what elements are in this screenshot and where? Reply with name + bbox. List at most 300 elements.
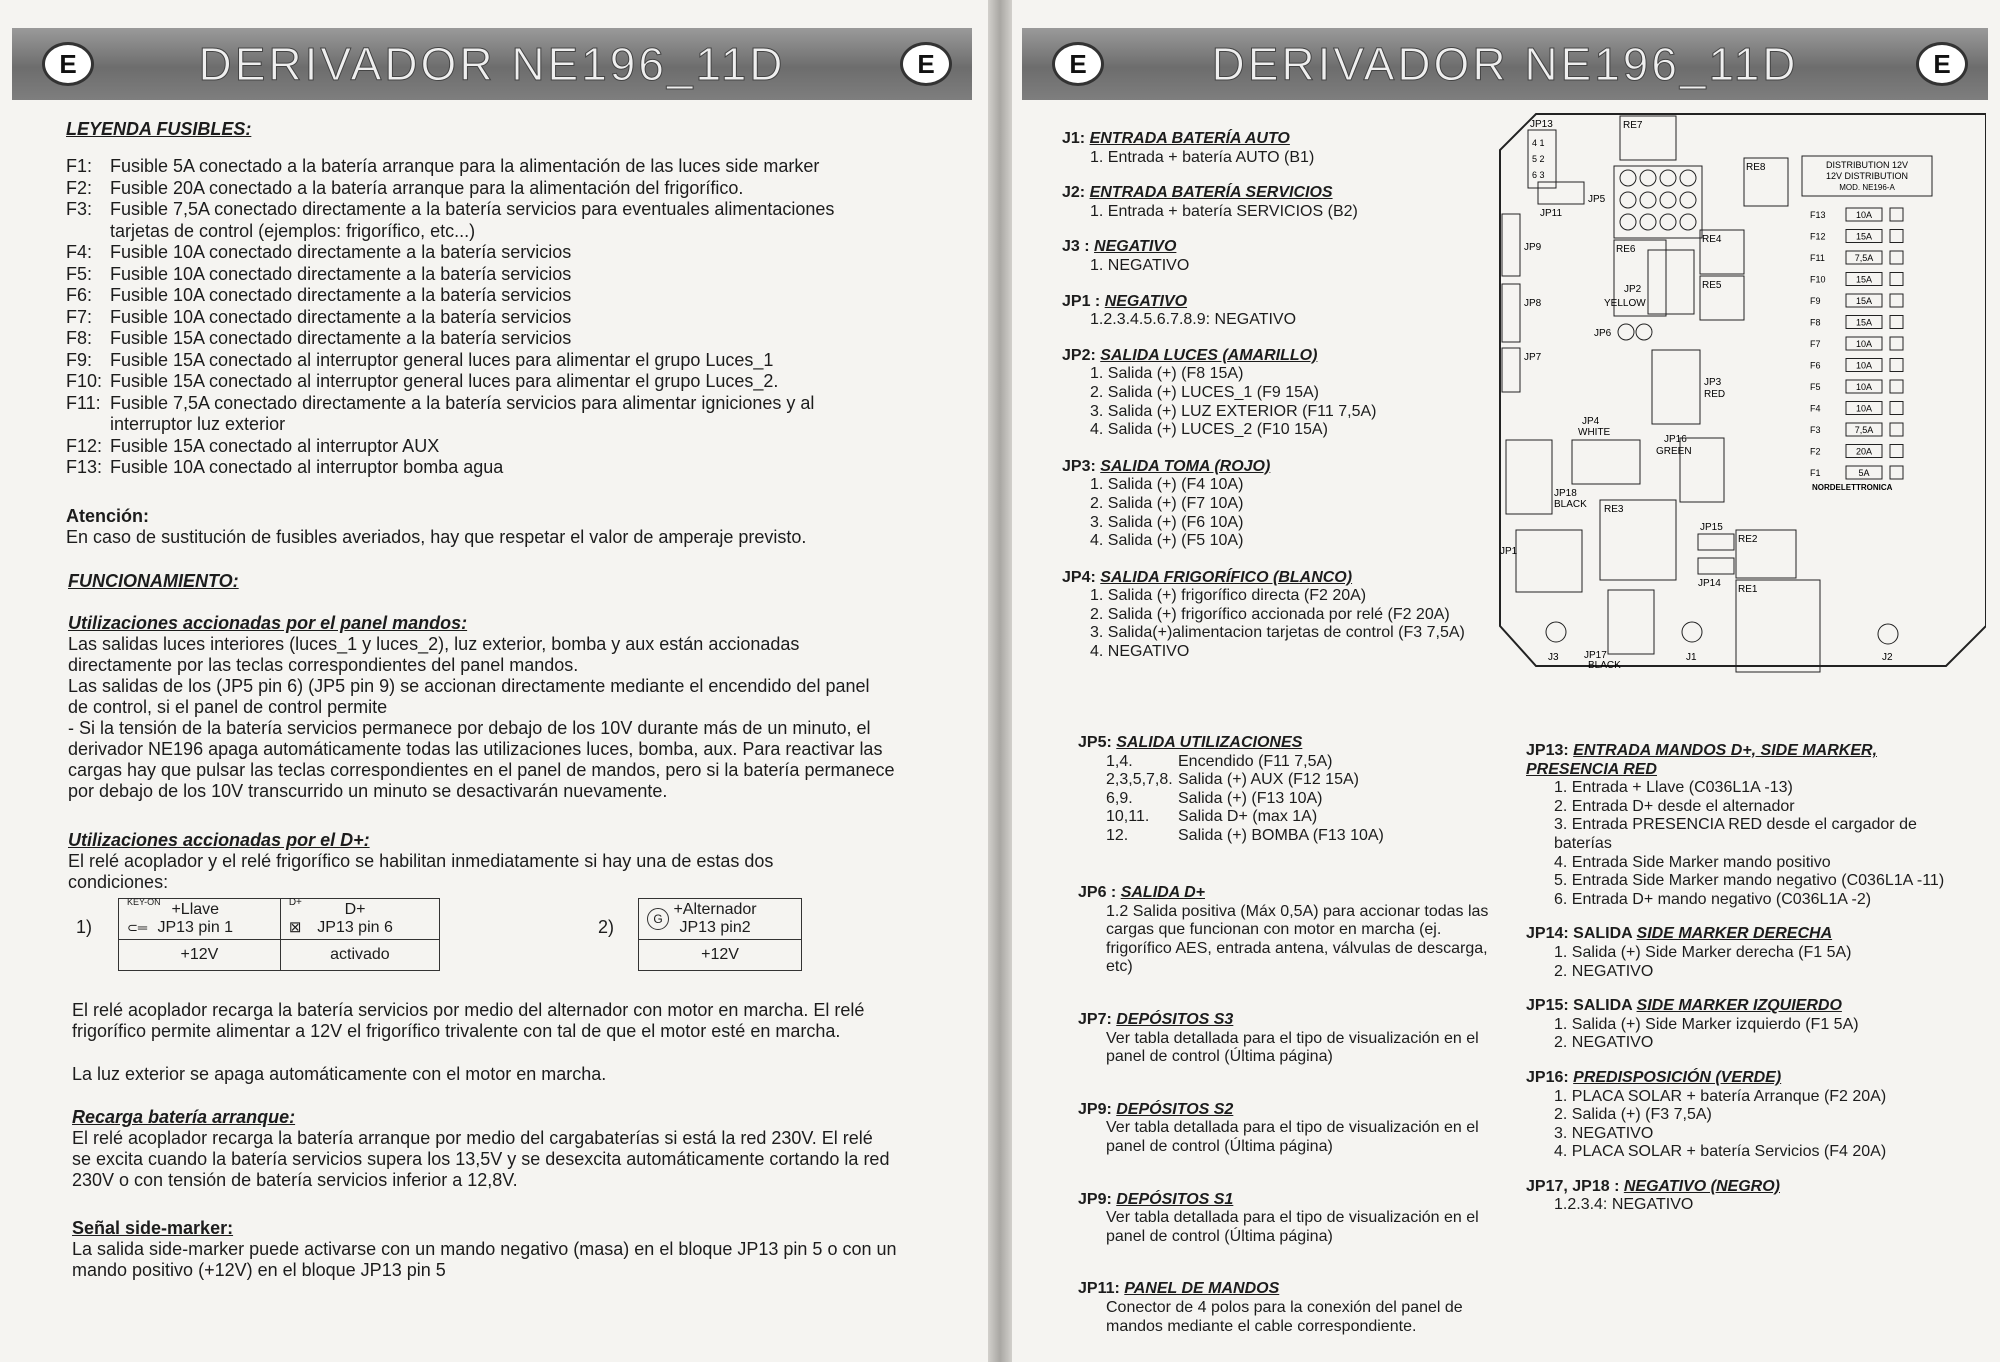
connector-item: 1. Salida (+) frigorífico directa (F2 20A) [1090, 587, 1367, 605]
connector-heading [1078, 884, 1508, 903]
connector-item: 3. Salida (+) LUZ EXTERIOR (F11 7,5A) [1090, 402, 1377, 420]
connector-item: 1. PLACA SOLAR + batería Arranque (F2 20A) [1554, 1087, 1887, 1105]
connector-item: 1. Salida (+) (F4 10A) [1090, 476, 1244, 494]
recarga-text: El relé acoplador recarga la batería arranque por medio del cargabaterías si está la red 230V. El relé se excita cuando la batería servicios supera los 13,5V y se desexcita automáticamente cortando la red 230V o con tensión de batería servicios inferior a 12,8V. [72, 1128, 890, 1190]
fuse-code: F7: [66, 306, 93, 327]
fuse-code: F4: [66, 242, 93, 262]
connector-item: 1. Entrada + batería AUTO (B1) [1090, 148, 1315, 166]
connector-id: JP6 : [1078, 884, 1121, 901]
connector-id: JP1 : [1062, 292, 1105, 310]
jp5-pins: 2,3,5,7,8. [1106, 771, 1173, 789]
connector-item: 2. Salida (+) LUCES_1 (F9 15A) [1090, 383, 1319, 401]
connector-id: J2: [1062, 184, 1090, 202]
diagram-fuse-code: F1 [1810, 468, 1821, 478]
brand-logo: NORDELETTRONICA [1812, 483, 1893, 492]
condition-1-number: 1) [76, 917, 93, 937]
fuse-description: Fusible 15A conectado al interruptor AUX [110, 435, 440, 456]
jp5-function: Salida (+) (F13 10A) [1178, 789, 1323, 807]
fuse-function-icon [1890, 316, 1903, 329]
recarga-title: Recarga batería arranque: [72, 1107, 296, 1127]
cond2-12v: +12V [639, 940, 802, 971]
label-j3: J3 [1548, 652, 1559, 663]
jp5-pins: 1,4. [1106, 752, 1133, 770]
label-re1: RE1 [1738, 584, 1758, 595]
alternador-label: +Alternador [673, 901, 757, 918]
fuse-description: Fusible 10A conectado directamente a la batería servicios [110, 285, 572, 305]
connector-id: J1: [1062, 130, 1090, 147]
jp13-pins: 4 1 [1532, 138, 1545, 148]
diagram-fuse-rating: 10A [1855, 339, 1873, 349]
right-e-badge: E [1052, 42, 1104, 86]
jp5-function: Salida (+) BOMBA (F13 10A) [1178, 826, 1384, 844]
fuse-list-item [66, 264, 896, 286]
connector-item: 2. Salida (+) frigorífico accionada por relé (F2 20A) [1090, 605, 1450, 623]
diagram-fuse-row [1810, 402, 1903, 415]
fuse-function-icon [1890, 445, 1903, 458]
connector-section [1526, 997, 1966, 1053]
connector-item: 2. Salida (+) (F7 10A) [1090, 494, 1244, 512]
dplus-text: El relé acoplador y el relé frigorífico se habilitan inmediatamente si hay una de estas dos condiciones: [68, 851, 774, 892]
label-jp16: JP16 [1664, 434, 1687, 445]
connector-title: SALIDA FRIGORÍFICO (BLANCO) [1100, 568, 1353, 586]
label-black: BLACK [1554, 499, 1587, 510]
fuse-list-item [66, 199, 896, 242]
jp5-row [1078, 790, 1498, 809]
fuse-list-item [66, 350, 896, 372]
fuse-description: Fusible 15A conectado directamente a la batería servicios [110, 328, 572, 348]
connector-id: JP3: [1062, 457, 1101, 475]
generator-icon: G [647, 908, 669, 930]
connector-title: SALIDA LUCES (AMARILLO) [1100, 346, 1318, 364]
label-jp1: JP1 [1500, 546, 1518, 557]
jp5-row [1078, 827, 1498, 846]
jp5-row [1078, 771, 1498, 790]
connector-id: JP11: [1078, 1280, 1125, 1298]
diagram-fuse-code: F6 [1810, 360, 1821, 371]
label-jp14: JP14 [1698, 578, 1721, 589]
connector-text: Ver tabla detallada para el tipo de visualización en el panel de control (Última página) [1106, 1209, 1479, 1245]
cond1-activado: activado [280, 940, 439, 971]
fuse-function-icon [1890, 337, 1903, 350]
diagram-fuse-row [1810, 337, 1903, 350]
left-e-badge: E [42, 42, 94, 86]
label-black2: BLACK [1588, 660, 1621, 671]
alternator-cell [639, 899, 802, 940]
connector-section [1062, 238, 1502, 275]
connector-item: 3. NEGATIVO [1554, 1124, 1654, 1142]
connector-heading [1526, 742, 1966, 779]
diagram-fuse-rating: 20A [1855, 446, 1873, 457]
jp5-pins: 12. [1106, 826, 1129, 844]
connector-heading [1062, 238, 1502, 257]
label-red: RED [1704, 389, 1726, 400]
fuse-function-icon [1890, 294, 1903, 307]
legend-title: LEYENDA FUSIBLES: [66, 119, 252, 139]
fuse-list-item [66, 156, 896, 178]
fuse-rows [1810, 208, 1903, 479]
left-header-banner [12, 28, 972, 100]
dplus-title: Utilizaciones accionadas por el D+: [68, 830, 370, 850]
panel-text: Las salidas luces interiores (luces_1 y luces_2), luz exterior, bomba y aux están accionadas directamente por las teclas correspondientes del panel mandos. [68, 634, 800, 675]
jp5-prefix: JP5: [1078, 734, 1117, 751]
fuse-description: Fusible 15A conectado al interruptor general luces para alimentar el grupo Luces_2. [110, 371, 779, 391]
connector-section [1078, 1191, 1508, 1247]
connector-heading [1078, 1011, 1508, 1030]
diagram-fuse-row [1810, 230, 1903, 243]
fuse-list-item [66, 328, 896, 350]
connector-item: 1. Salida (+) Side Marker izquierdo (F1 5A) [1554, 1015, 1859, 1033]
panel-title: Utilizaciones accionadas por el panel mandos: [68, 613, 468, 633]
connector-item: 1.2.3.4.5.6.7.8.9: NEGATIVO [1090, 311, 1297, 329]
connector-title: ENTRADA BATERÍA AUTO [1089, 130, 1290, 147]
diagram-fuse-row [1810, 359, 1903, 372]
fuse-code: F2: [66, 177, 93, 198]
connector-item: 4. Salida (+) LUCES_2 (F10 15A) [1090, 421, 1328, 439]
senal-text: La salida side-marker puede activarse con un mando negativo (masa) en el bloque JP13 pin 5 o con un mando positivo (+12V) en el bloque JP13 pin 5 [72, 1239, 897, 1280]
diagram-fuse-row [1810, 423, 1903, 436]
connector-heading [1078, 1101, 1508, 1120]
connector-item: 2. NEGATIVO [1554, 1034, 1654, 1052]
label-re7: RE7 [1623, 120, 1643, 131]
jp5-function: Salida (+) AUX (F12 15A) [1178, 771, 1359, 789]
connector-title: SALIDA D+ [1120, 884, 1205, 901]
connector-id: JP2: [1062, 346, 1101, 364]
diagram-fuse-row [1810, 380, 1903, 393]
connector-title: NEGATIVO [1094, 238, 1177, 256]
diagram-fuse-code: F9 [1810, 296, 1821, 306]
connector-item: 3. Salida(+)alimentacion tarjetas de control (F3 7,5A) [1090, 624, 1465, 642]
diagram-fuse-row [1810, 316, 1903, 329]
label-re4: RE4 [1702, 234, 1722, 245]
diagram-fuse-rating: 15A [1855, 231, 1873, 242]
book-gutter [988, 0, 1012, 1362]
connector-section [1526, 742, 1966, 909]
connector-id: JP4: [1062, 568, 1101, 586]
fuse-list-item [66, 371, 896, 393]
connector-item: 2. NEGATIVO [1554, 962, 1654, 980]
condition-2-number: 2) [598, 917, 615, 937]
jp13-pin1-label: JP13 pin 1 [157, 919, 234, 936]
fuse-list-item [66, 393, 896, 436]
label-jp18: JP18 [1554, 488, 1577, 499]
connector-section [1526, 925, 1966, 981]
connector-heading [1062, 347, 1502, 366]
connector-item: 4. NEGATIVO [1090, 643, 1190, 661]
connector-heading [1062, 130, 1502, 149]
fuse-function-icon [1890, 380, 1903, 393]
connector-section [1062, 293, 1502, 330]
label-jp11: JP11 [1540, 208, 1563, 219]
funcionamiento-title: FUNCIONAMIENTO: [68, 571, 239, 591]
connector-text: Ver tabla detallada para el tipo de visualización en el panel de control (Última página) [1106, 1119, 1479, 1155]
condition-1-table [118, 898, 440, 971]
diagram-fuse-code: F7 [1810, 339, 1821, 349]
atencion-title: Atención: [66, 506, 149, 526]
connector-list-col2a [1078, 884, 1508, 1336]
fuse-list-item [66, 242, 896, 264]
fuse-code: F8: [66, 328, 93, 348]
jp5-title: SALIDA UTILIZACIONES [1116, 734, 1303, 751]
right-page-title: DERIVADOR NE196_11D [1211, 38, 1799, 90]
diagram-fuse-rating: 10A [1855, 210, 1873, 220]
connector-item: 1. Salida (+) (F8 15A) [1090, 365, 1244, 383]
connector-heading [1062, 458, 1502, 477]
connector-text: Ver tabla detallada para el tipo de visualización en el panel de control (Última página) [1106, 1029, 1479, 1066]
fuse-function-icon [1890, 230, 1903, 243]
diagram-fuse-rating: 5A [1858, 468, 1870, 478]
connector-section [1062, 458, 1502, 551]
llave-label: +Llave [171, 901, 220, 918]
fuse-function-icon [1890, 466, 1903, 479]
jp13-pins-3: 6 3 [1532, 170, 1545, 180]
key-on-cell [119, 899, 281, 940]
fuse-code: F12: [66, 435, 103, 456]
diagram-fuse-rating: 15A [1855, 274, 1873, 285]
diagram-fuse-row [1810, 251, 1903, 264]
fuse-code: F6: [66, 285, 93, 305]
fuse-list-item [66, 307, 896, 329]
connector-item: 2. Entrada D+ desde el alternador [1554, 797, 1795, 815]
dist-sub: 12V DISTRIBUTION [1825, 171, 1909, 181]
jp13-pin2-label: JP13 pin2 [679, 919, 751, 936]
fuse-function-icon [1890, 273, 1903, 286]
connector-heading [1526, 925, 1966, 944]
connector-title: DEPÓSITOS S1 [1116, 1190, 1234, 1208]
connector-section [1526, 1069, 1966, 1162]
connector-section [1526, 1178, 1966, 1215]
diagram-fuse-code: F10 [1810, 274, 1826, 285]
left-page-title: DERIVADOR NE196_11D [198, 38, 786, 90]
diode-icon: ⊠ [288, 919, 302, 936]
fuse-list-item [66, 178, 896, 200]
fuse-function-icon [1890, 208, 1903, 221]
label-re3: RE3 [1604, 504, 1624, 515]
jp5-row [1078, 753, 1498, 772]
connector-item: 1. Entrada + Llave (C036L1A -13) [1554, 779, 1793, 797]
diagram-fuse-row [1810, 273, 1903, 286]
dplus-label: D+ [344, 901, 366, 918]
fuse-description: Fusible 5A conectado a la batería arranque para la alimentación de las luces side marker [110, 156, 820, 176]
right-header-banner [1022, 28, 1988, 100]
connector-id: J3 : [1062, 238, 1095, 256]
cond1-12v: +12V [119, 940, 281, 971]
diagram-fuse-rating: 10A [1855, 360, 1873, 371]
label-jp7: JP7 [1524, 352, 1542, 363]
connector-id: JP16: [1526, 1068, 1574, 1086]
connector-id: JP9: [1078, 1100, 1117, 1118]
fuse-description: Fusible 7,5A conectado directamente a la batería servicios para alimentar igniciones y al interruptor luz exterior [110, 392, 815, 434]
connector-id: JP7: [1078, 1010, 1117, 1028]
connector-item: 3. Salida (+) (F6 10A) [1090, 513, 1244, 531]
jp5-connector [1620, 170, 1696, 230]
dist-mod: MOD. NE196-A [1839, 183, 1895, 192]
jp5-function: Encendido (F11 7,5A) [1178, 752, 1333, 770]
fuse-description: Fusible 20A conectado a la batería arranque para la alimentación del frigorífico. [110, 177, 744, 198]
diagram-fuse-rating: 10A [1855, 382, 1873, 392]
fuse-function-icon [1890, 402, 1903, 415]
connector-item: 2. Salida (+) (F3 7,5A) [1554, 1106, 1712, 1124]
connector-item: 6. Entrada D+ mando negativo (C036L1A -2) [1554, 890, 1872, 908]
fuse-code: F5: [66, 263, 93, 284]
connector-title: NEGATIVO (NEGRO) [1623, 1177, 1780, 1195]
jp5-row [1078, 808, 1498, 827]
board-diagram [1496, 110, 1986, 673]
diagram-fuse-rating: 7,5A [1854, 425, 1874, 435]
fuse-code: F1: [66, 156, 93, 176]
fuse-list-item [66, 436, 896, 458]
jp13-pins-2: 5 2 [1532, 154, 1545, 164]
connector-title: ENTRADA BATERÍA SERVICIOS [1089, 184, 1333, 202]
fuse-list-item [66, 285, 896, 307]
label-re6: RE6 [1616, 244, 1636, 255]
connector-section [1062, 569, 1502, 662]
connector-section [1078, 1280, 1508, 1336]
connector-item: 3. Entrada PRESENCIA RED desde el cargador de baterías [1554, 816, 1917, 852]
fuse-list-item [66, 457, 896, 479]
label-jp8: JP8 [1524, 298, 1542, 309]
fuse-code: F10: [66, 371, 103, 391]
connector-heading [1078, 1280, 1508, 1299]
diagram-fuse-rating: 15A [1855, 317, 1873, 328]
connector-item: 4. Entrada Side Marker mando positivo [1554, 853, 1831, 871]
connector-id: JP15: SALIDA [1526, 997, 1637, 1015]
label-jp5: JP5 [1588, 194, 1606, 205]
dist-title: DISTRIBUTION 12V [1825, 160, 1909, 170]
fuse-code: F9: [66, 349, 93, 370]
connector-id: JP13: [1526, 742, 1574, 759]
rele-text: El relé acoplador recarga la batería servicios por medio del alternador con motor en marcha. El relé frigorífico permite alimentar a 12V el frigorífico trivalente con tal de que el motor esté en marcha. [72, 1000, 865, 1041]
jp5-section [1078, 734, 1498, 846]
connector-id: JP14: SALIDA [1526, 925, 1637, 943]
label-jp4: JP4 [1582, 416, 1600, 427]
diagram-fuse-code: F3 [1810, 425, 1821, 435]
diagram-fuse-row [1810, 294, 1903, 307]
diagram-fuse-row [1810, 208, 1903, 221]
connector-title: PANEL DE MANDOS [1124, 1280, 1280, 1298]
fuse-code: F3: [66, 199, 93, 219]
connector-title: SIDE MARKER DERECHA [1636, 925, 1833, 943]
connector-item: 4. Salida (+) (F5 10A) [1090, 532, 1244, 550]
fuse-description: Fusible 10A conectado al interruptor bomba agua [110, 457, 504, 477]
connector-heading [1078, 1191, 1508, 1210]
senal-title: Señal side-marker: [72, 1218, 234, 1238]
diagram-fuse-code: F8 [1810, 317, 1821, 328]
fuse-description: Fusible 10A conectado directamente a la batería servicios [110, 242, 572, 262]
fuse-code: F11: [66, 392, 101, 413]
connector-text: Conector de 4 polos para la conexión del panel de mandos mediante el cable correspondiente. [1106, 1298, 1463, 1335]
connector-title: NEGATIVO [1104, 292, 1188, 310]
label-re2: RE2 [1738, 534, 1758, 545]
label-re5: RE5 [1702, 280, 1722, 291]
label-jp3: JP3 [1704, 377, 1722, 388]
connector-section [1062, 130, 1502, 167]
jp5-rows [1078, 753, 1498, 846]
fuse-description: Fusible 15A conectado al interruptor general luces para alimentar el grupo Luces_1 [110, 349, 774, 370]
connector-item: 1. Entrada + batería SERVICIOS (B2) [1090, 202, 1358, 220]
connector-title: ENTRADA MANDOS D+, SIDE MARKER, PRESENCIA RED [1526, 742, 1878, 778]
right-e-badge-right: E [1916, 42, 1968, 86]
connector-title: SIDE MARKER IZQUIERDO [1636, 997, 1842, 1015]
connector-item: 5. Entrada Side Marker mando negativo (C036L1A -11) [1554, 872, 1945, 890]
diagram-fuse-code: F4 [1810, 403, 1821, 414]
fuse-description: Fusible 10A conectado directamente a la batería servicios [110, 306, 572, 327]
connector-heading [1062, 569, 1502, 588]
fuse-description: Fusible 7,5A conectado directamente a la batería servicios para eventuales alimentaciones tarjetas de control (ejemplos: frigorífico, etc...) [110, 199, 835, 241]
connector-list-col1 [1062, 130, 1502, 662]
diagram-fuse-code: F12 [1810, 231, 1826, 242]
dplus-icon-label: D+ [288, 897, 302, 908]
diagram-fuse-rating: 7,5A [1854, 253, 1874, 263]
diagram-fuse-row [1810, 466, 1903, 479]
connector-section [1078, 1101, 1508, 1157]
key-icon: ⊂═ [127, 920, 148, 935]
connector-heading [1062, 293, 1502, 312]
condition-2-table [638, 898, 802, 971]
connector-section [1062, 184, 1502, 221]
connector-title: PREDISPOSICIÓN (VERDE) [1573, 1068, 1782, 1086]
diagram-fuse-rating: 10A [1855, 403, 1873, 414]
label-re8: RE8 [1746, 162, 1766, 173]
label-jp17: JP17 [1584, 650, 1607, 661]
label-green: GREEN [1656, 446, 1692, 457]
fuse-description: Fusible 10A conectado directamente a la batería servicios [110, 263, 572, 284]
jp5-pins: 6,9. [1106, 789, 1133, 807]
fuse-code: F13: [66, 457, 103, 477]
diagram-fuse-rating: 15A [1855, 296, 1873, 306]
diagram-fuse-code: F2 [1810, 446, 1821, 457]
connector-section [1078, 1011, 1508, 1067]
connector-title: DEPÓSITOS S3 [1116, 1010, 1234, 1028]
connector-heading [1526, 1069, 1966, 1088]
jp5-text: Las salidas de los (JP5 pin 6) (JP5 pin 9) se accionan directamente mediante el encendido del panel de control, si el panel de control permite [68, 676, 870, 717]
connector-title: DEPÓSITOS S2 [1116, 1100, 1234, 1118]
connector-section [1062, 347, 1502, 440]
label-j2: J2 [1882, 652, 1893, 663]
label-j1: J1 [1686, 652, 1697, 663]
connector-id: JP17, JP18 : [1526, 1177, 1624, 1195]
connector-item: 1.2.3.4: NEGATIVO [1554, 1196, 1694, 1214]
label-jp2: JP2 [1624, 284, 1642, 295]
connector-heading [1526, 1178, 1966, 1197]
diagram-fuse-code: F11 [1810, 253, 1825, 263]
left-e-badge-right: E [900, 42, 952, 86]
label-jp13: JP13 [1530, 119, 1553, 130]
fuse-function-icon [1890, 423, 1903, 436]
connector-text: 1.2 Salida positiva (Máx 0,5A) para accionar todas las cargas que funcionan con motor en marcha (ej. frigorífico AES, entrada antena, válvulas de descarga, etc) [1106, 902, 1489, 976]
connector-heading [1062, 184, 1502, 203]
diagram-fuse-code: F5 [1810, 382, 1821, 392]
connector-id: JP9: [1078, 1190, 1117, 1208]
label-white: WHITE [1578, 427, 1611, 438]
jp13-pin6-label: JP13 pin 6 [317, 919, 393, 936]
diagram-fuse-row [1810, 445, 1903, 458]
fuse-list [66, 156, 896, 479]
connector-section [1078, 884, 1508, 977]
connector-title: SALIDA TOMA (ROJO) [1100, 457, 1271, 475]
jp5-function: Salida D+ (max 1A) [1178, 808, 1318, 826]
luz-text: La luz exterior se apaga automáticamente con el motor en marcha. [72, 1064, 607, 1084]
connector-item: 1. NEGATIVO [1090, 256, 1190, 274]
label-yellow: YELLOW [1604, 298, 1646, 309]
atencion-text: En caso de sustitución de fusibles averiados, hay que respetar el valor de amperaje previsto. [66, 527, 807, 547]
connector-heading [1526, 997, 1966, 1016]
connector-item: 1. Salida (+) Side Marker derecha (F1 5A) [1554, 943, 1852, 961]
dplus-cell [280, 899, 439, 940]
tension-text: - Si la tensión de la batería servicios permanece por debajo de los 10V durante más de un minuto, el derivador NE196 apaga automáticamente todas las utilizaciones luces, bomba, aux. Para reactivar las cargas hay que pulsar las teclas correspondientes en el panel de mandos, pero si la batería permanece por debajo de los 10V transcurrido un minuto se desactivarán nuevamente. [68, 718, 895, 801]
label-jp15: JP15 [1700, 522, 1723, 533]
fuse-function-icon [1890, 359, 1903, 372]
jp5-pins: 10,11. [1106, 808, 1150, 826]
